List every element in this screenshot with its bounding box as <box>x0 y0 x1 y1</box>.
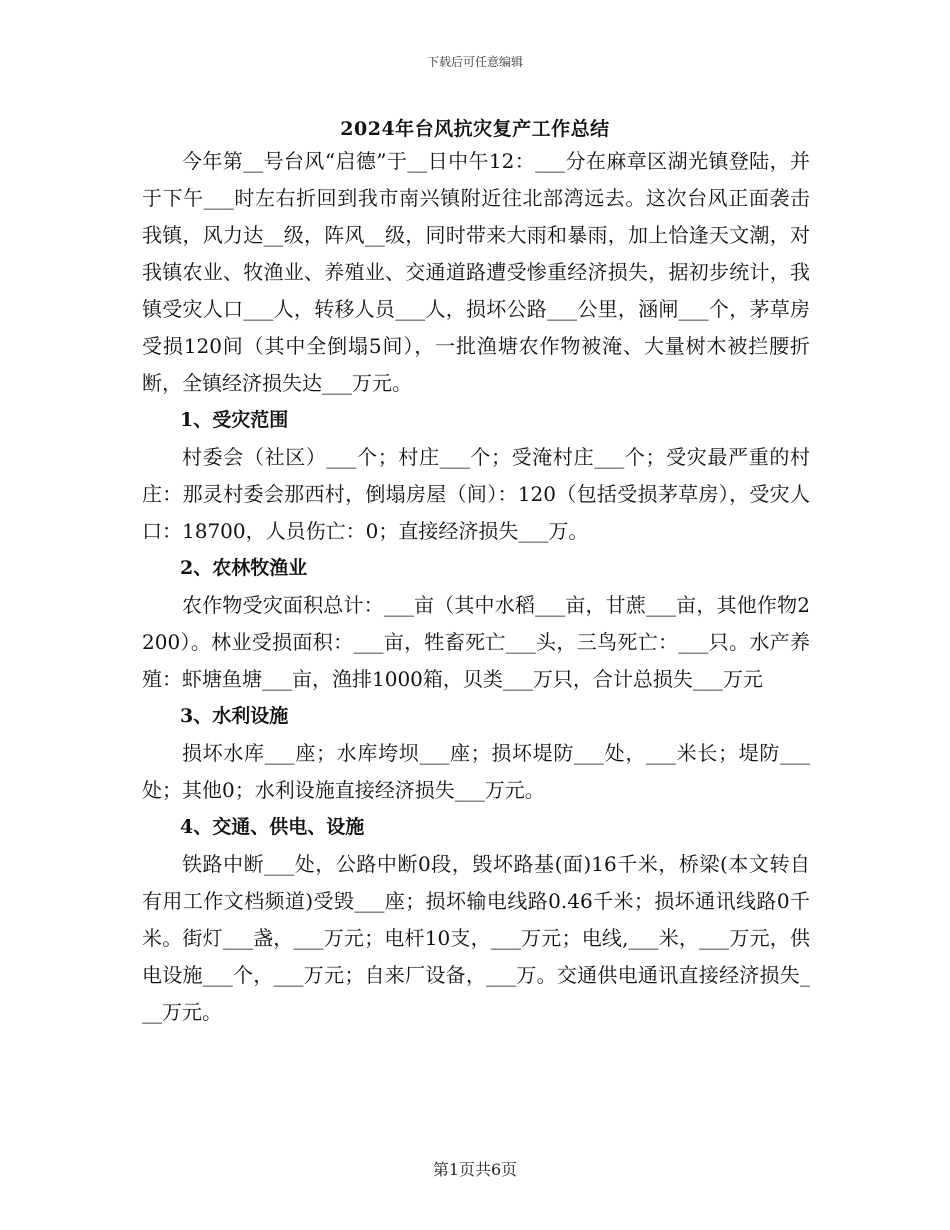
section-paragraph: 农作物受灾面积总计：___亩（其中水稻___亩，甘蔗___亩，其他作物2200）。林业受损面积：___亩，牲畜死亡___头，三鸟死亡：___只。水产养殖：虾塘鱼塘___亩，渔排1000箱，贝类___万只，合计总损失___万元 <box>142 593 810 691</box>
header-note: 下载后可任意编辑 <box>426 55 523 69</box>
document-body <box>142 143 810 1031</box>
section-heading: 3、水利设施 <box>180 705 289 727</box>
section-agriculture <box>142 550 810 698</box>
section-heading: 4、交通、供电、设施 <box>180 816 365 838</box>
section-paragraph: 村委会（社区）___个；村庄___个；受淹村庄___个；受灾最严重的村庄：那灵村委会那西村，倒塌房屋（间）：120（包括受损茅草房），受灾人口：18700，人员伤亡：0；直接经济损失___万。 <box>142 445 810 543</box>
section-disaster-scope <box>142 402 810 550</box>
page-number: 第1页共6页 <box>432 1160 518 1179</box>
section-transport-power <box>142 809 810 1031</box>
section-heading: 1、受灾范围 <box>180 409 289 431</box>
document-title: 2024年台风抗灾复产工作总结 <box>340 118 610 140</box>
section-paragraph: 损坏水库___座；水库垮坝___座；损坏堤防___处，___米长；堤防___处；其他0；水利设施直接经济损失___万元。 <box>142 741 810 802</box>
section-paragraph: 铁路中断___处，公路中断0段，毁坏路基(面)16千米，桥梁(本文转自有用工作文档频道)受毁___座；损坏输电线路0.46千米；损坏通讯线路0千米。街灯___盏，___万元；电杆10支，___万元；电线,___米，___万元，供电设施___个，___万元；自来厂设备，___万。交通供电通讯直接经济损失___万元。 <box>142 852 810 1024</box>
intro-paragraph: 今年第__号台风“启德”于__日中午12：___分在麻章区湖光镇登陆，并于下午___时左右折回到我市南兴镇附近往北部湾远去。这次台风正面袭击我镇，风力达__级，阵风__级，同时带来大雨和暴雨，加上恰逢天文潮，对我镇农业、牧渔业、养殖业、交通道路遭受惨重经济损失，据初步统计，我镇受灾人口___人，转移人员___人，损坏公路___公里，涵闸___个，茅草房受损120间（其中全倒塌5间），一批渔塘农作物被淹、大量树木被拦腰折断，全镇经济损失达___万元。 <box>142 149 810 395</box>
section-heading: 2、农林牧渔业 <box>180 557 308 579</box>
section-water-facilities <box>142 698 810 809</box>
